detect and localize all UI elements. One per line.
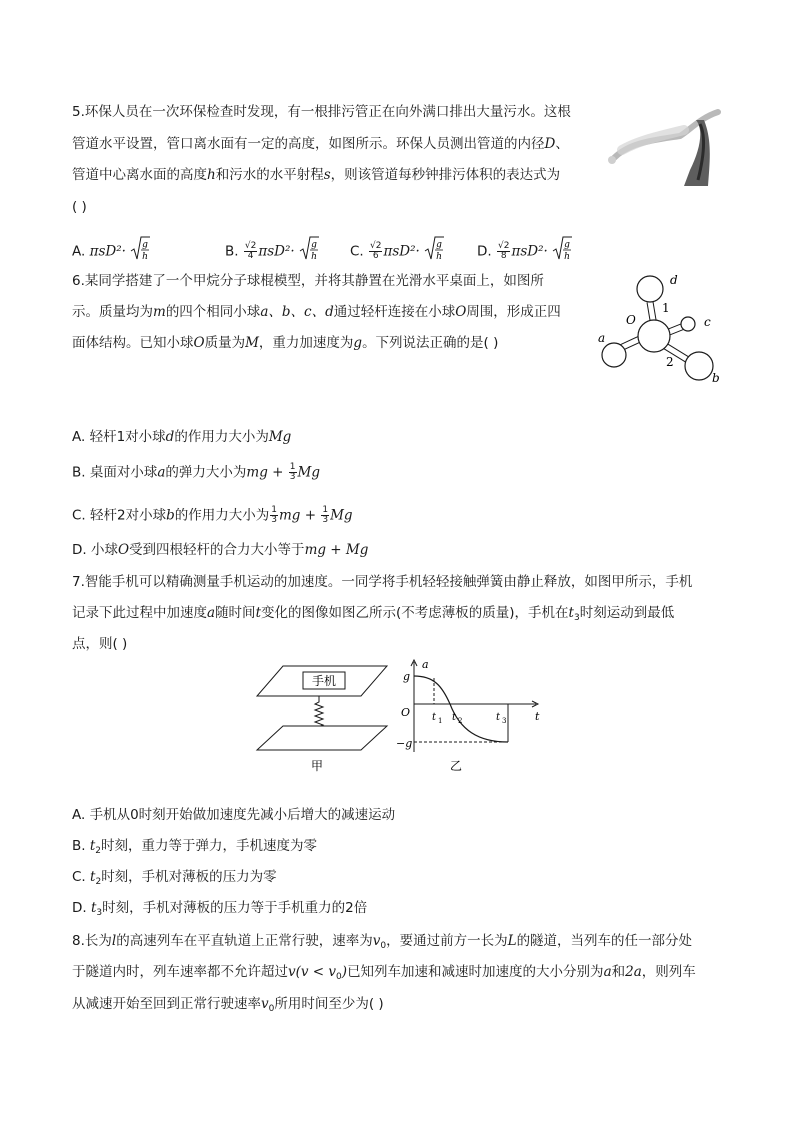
q7-var-a: a — [207, 605, 216, 621]
option-expr: mg + Mg — [304, 542, 369, 558]
sqrt-g-over-h — [552, 235, 572, 268]
q5-option-c[interactable] — [350, 235, 444, 268]
q8-var-v0: v — [372, 933, 381, 949]
q5-var-D: D — [544, 136, 556, 152]
origin-O: O — [401, 706, 411, 719]
caption-yi: 乙 — [449, 759, 463, 773]
frac-num: g — [142, 240, 149, 250]
option-text: D. — [72, 900, 91, 916]
option-expr: mg + — [279, 507, 321, 524]
q7-text: 记录下此过程中加速度 — [72, 605, 207, 621]
frac-den: h — [142, 252, 149, 262]
q8-text: ，要通过前方一长为 — [386, 933, 508, 949]
q8-text: 于隧道内时，列车速率都不允许超过 — [72, 964, 288, 980]
q6-option-b[interactable] — [72, 463, 320, 482]
frac-den: 3 — [271, 515, 277, 525]
q7-var-t3: t — [568, 605, 574, 621]
sqrt-g-over-h — [299, 235, 319, 268]
q8-sub: 0 — [380, 941, 387, 951]
q5-text: 管道水平设置，管口离水面有一定的高度，如图所示。环保人员测出管道的内径 — [72, 136, 545, 152]
q8-line-2 — [72, 963, 696, 986]
option-expr: πsD²· — [89, 243, 126, 260]
q8-var-v: v(v < v — [288, 964, 337, 980]
q8-line-1 — [72, 932, 692, 955]
q7-option-c[interactable] — [72, 868, 277, 891]
option-text: D. 小球 — [72, 542, 118, 558]
option-text: B. — [72, 838, 90, 854]
q7-text: 随时间 — [215, 605, 256, 621]
frac-den: 8 — [500, 251, 507, 261]
q6-var-O: O — [455, 304, 467, 320]
q6-text: 示。质量均为 — [72, 304, 153, 320]
q8-sub: 0 — [268, 1004, 275, 1014]
q5-line-3 — [72, 166, 560, 184]
option-text: A. 轻杆1对小球 — [72, 429, 166, 445]
q6-text: 的四个相同小球 — [165, 304, 261, 320]
frac-one-third — [289, 463, 297, 482]
frac-den: h — [436, 252, 443, 262]
q6-text: 。下列说法正确的是( ) — [362, 335, 499, 351]
caption-jia: 甲 — [310, 759, 324, 773]
q7-text: 变化的图像如图乙所示(不考虑薄板的质量)，手机在 — [261, 605, 569, 621]
q6-text: 周围，形成正四 — [466, 304, 561, 320]
option-text: 的作用力大小为 — [174, 429, 269, 445]
option-var: t — [89, 838, 96, 854]
frac-num: 1 — [322, 505, 329, 515]
q8-paren: ) — [341, 964, 348, 980]
frac-den: h — [564, 252, 570, 262]
ball-b — [685, 352, 713, 380]
q8-text: 已知列车加速和减速时加速度的大小分别为 — [347, 964, 604, 980]
frac-one-third — [270, 506, 278, 525]
ball-O — [638, 320, 670, 352]
q8-var-2a: 2a — [625, 964, 642, 980]
option-text: C. 轻杆2对小球 — [72, 507, 167, 524]
option-var: b — [166, 507, 175, 524]
frac-den: 4 — [247, 251, 254, 261]
tick-t3-sub: 3 — [502, 717, 507, 725]
option-sub: 3 — [96, 908, 103, 918]
label-rod-2: 2 — [666, 355, 674, 369]
frac-num: 1 — [271, 505, 277, 515]
frac-den: 6 — [372, 251, 379, 261]
label-b: b — [712, 371, 720, 385]
option-var: d — [165, 429, 175, 445]
option-expr: Mg — [297, 464, 320, 481]
q8-text: 的隧道，当列车的任一部分处 — [516, 933, 693, 949]
q6-line-2 — [72, 303, 561, 321]
frac-num: √2 — [244, 241, 257, 251]
tick-t2-sub: 2 — [458, 717, 463, 725]
q8-sub: 0 — [336, 972, 342, 982]
option-text: 时刻，手机对薄板的压力等于手机重力的2倍 — [102, 900, 368, 916]
q7-text: 时刻运动到最低 — [579, 605, 675, 621]
q6-text: 通过轻杆连接在小球 — [333, 304, 456, 320]
acceleration-time-graph — [394, 656, 554, 776]
option-var: t — [90, 900, 97, 916]
q7-option-a[interactable]: A. 手机从0时刻开始做加速度先减小后增大的减速运动 — [72, 807, 396, 823]
q7-line-1: 7.智能手机可以精确测量手机运动的加速度。一同学将手机轻轻接触弹簧由静止释放，如图甲所示，手机 — [72, 574, 693, 590]
q5-answer-paren: ( ) — [72, 199, 87, 215]
q6-line-3 — [72, 334, 498, 352]
q5-text: 管道中心离水面的高度 — [72, 167, 207, 183]
q8-text: ，则列车 — [641, 964, 696, 980]
ball-d — [637, 276, 663, 302]
q6-option-a[interactable] — [72, 428, 291, 446]
frac-den: h — [311, 252, 317, 262]
phone-spring-figure — [255, 660, 395, 776]
option-text: C. — [72, 869, 91, 885]
option-expr: Mg — [330, 507, 353, 524]
q5-text: 、 — [555, 136, 569, 152]
sqrt-g-over-h — [130, 235, 150, 268]
q5-var-s: s — [323, 167, 331, 183]
sewage-pipe-photo — [600, 100, 724, 190]
q8-var-L: L — [507, 933, 517, 949]
option-text: B. 桌面对小球 — [72, 464, 158, 481]
q8-text: 从减速开始至回到正常行驶速率 — [72, 996, 261, 1012]
q7-sub: 3 — [573, 613, 580, 623]
sqrt-g-over-h — [424, 235, 444, 268]
option-text: 时刻，重力等于弹力，手机速度为零 — [101, 838, 318, 854]
tick-t3: t — [496, 712, 501, 723]
option-sub: 2 — [95, 846, 102, 856]
q5-option-b[interactable] — [225, 235, 319, 268]
q5-line-2 — [72, 135, 569, 153]
option-label: C. — [350, 243, 364, 260]
q5-line-1: 5.环保人员在一次环保检查时发现，有一根排污管正在向外满口排出大量污水。这根 — [72, 104, 571, 120]
frac-num: g — [436, 240, 442, 250]
frac-den: 3 — [322, 515, 329, 525]
q7-line-3: 点，则( ) — [72, 636, 128, 652]
axis-label-a: a — [422, 658, 429, 671]
q7-line-2 — [72, 604, 674, 627]
frac-sqrt2-4 — [244, 242, 257, 261]
option-text: 的作用力大小为 — [174, 507, 270, 524]
frac-sqrt2-8 — [497, 242, 510, 261]
q6-var-abcd: a、b、c、d — [260, 304, 334, 320]
q7-var-t: t — [255, 605, 261, 621]
frac-num: g — [564, 240, 570, 250]
q6-option-d[interactable] — [72, 541, 368, 559]
q8-text: 8.长为 — [72, 933, 112, 949]
option-label: D. — [477, 243, 492, 260]
q6-var-O: O — [193, 335, 205, 351]
option-label: B. — [225, 243, 239, 260]
axis-label-t: t — [535, 710, 540, 723]
q5-text: 和污水的水平射程 — [215, 167, 324, 183]
q8-text: 和 — [611, 964, 626, 980]
ball-c — [681, 317, 695, 331]
q6-var-g: g — [353, 335, 363, 351]
q8-var-v0: v — [261, 996, 269, 1012]
tick-neg-g: −g — [396, 737, 413, 750]
q5-option-a[interactable] — [72, 235, 150, 268]
q5-var-h: h — [207, 167, 216, 183]
frac-sqrt2-6 — [369, 242, 382, 261]
q6-text: 质量为 — [204, 335, 246, 351]
q7-option-d[interactable] — [72, 899, 367, 922]
option-expr: πsD²· — [383, 243, 420, 260]
phone-label: 手机 — [311, 674, 337, 688]
frac-one-third — [321, 506, 329, 525]
frac-num: √2 — [497, 241, 510, 251]
label-a: a — [598, 331, 606, 345]
methane-model-figure — [592, 262, 732, 394]
tick-t1: t — [432, 712, 437, 723]
q8-var-l: l — [111, 933, 117, 949]
q8-var-a: a — [603, 964, 612, 980]
option-expr: mg + — [246, 464, 288, 481]
tick-t2: t — [452, 712, 457, 723]
option-text: 的弹力大小为 — [165, 464, 247, 481]
q6-text: 面体结构。已知小球 — [72, 335, 194, 351]
label-d: d — [670, 273, 678, 287]
frac-num: 1 — [289, 462, 296, 472]
tick-t1-sub: 1 — [438, 717, 443, 725]
option-text: 时刻，手机对薄板的压力为零 — [101, 869, 277, 885]
frac-num: √2 — [370, 241, 382, 251]
frac-num: g — [311, 240, 317, 250]
label-c: c — [704, 315, 711, 329]
option-var: a — [157, 464, 166, 481]
option-label: A. — [72, 243, 86, 260]
tick-g: g — [403, 670, 411, 683]
q6-option-c[interactable] — [72, 506, 353, 525]
option-expr: πsD²· — [511, 243, 548, 260]
label-O: O — [626, 313, 636, 327]
option-var: O — [117, 542, 130, 558]
option-expr: Mg — [268, 429, 292, 445]
q5-text: ，则该管道每秒钟排污体积的表达式为 — [330, 167, 561, 183]
ball-a — [602, 343, 626, 367]
q7-option-b[interactable] — [72, 837, 317, 860]
q6-var-M: M — [245, 335, 259, 351]
option-sub: 2 — [95, 877, 102, 887]
option-expr: πsD²· — [258, 243, 295, 260]
q8-line-3 — [72, 995, 384, 1018]
option-text: 受到四根轻杆的合力大小等于 — [129, 542, 305, 558]
q6-var-m: m — [153, 304, 166, 320]
q8-text: 的高速列车在平直轨道上正常行驶，速率为 — [116, 933, 373, 949]
q8-text: 所用时间至少为( ) — [274, 996, 384, 1012]
q6-text: ，重力加速度为 — [258, 335, 354, 351]
label-rod-1: 1 — [662, 301, 670, 315]
option-var: t — [90, 869, 96, 885]
q6-line-1: 6.某同学搭建了一个甲烷分子球棍模型，并将其静置在光滑水平桌面上，如图所 — [72, 273, 544, 289]
frac-den: 3 — [289, 472, 296, 482]
q5-option-d[interactable] — [477, 235, 572, 268]
